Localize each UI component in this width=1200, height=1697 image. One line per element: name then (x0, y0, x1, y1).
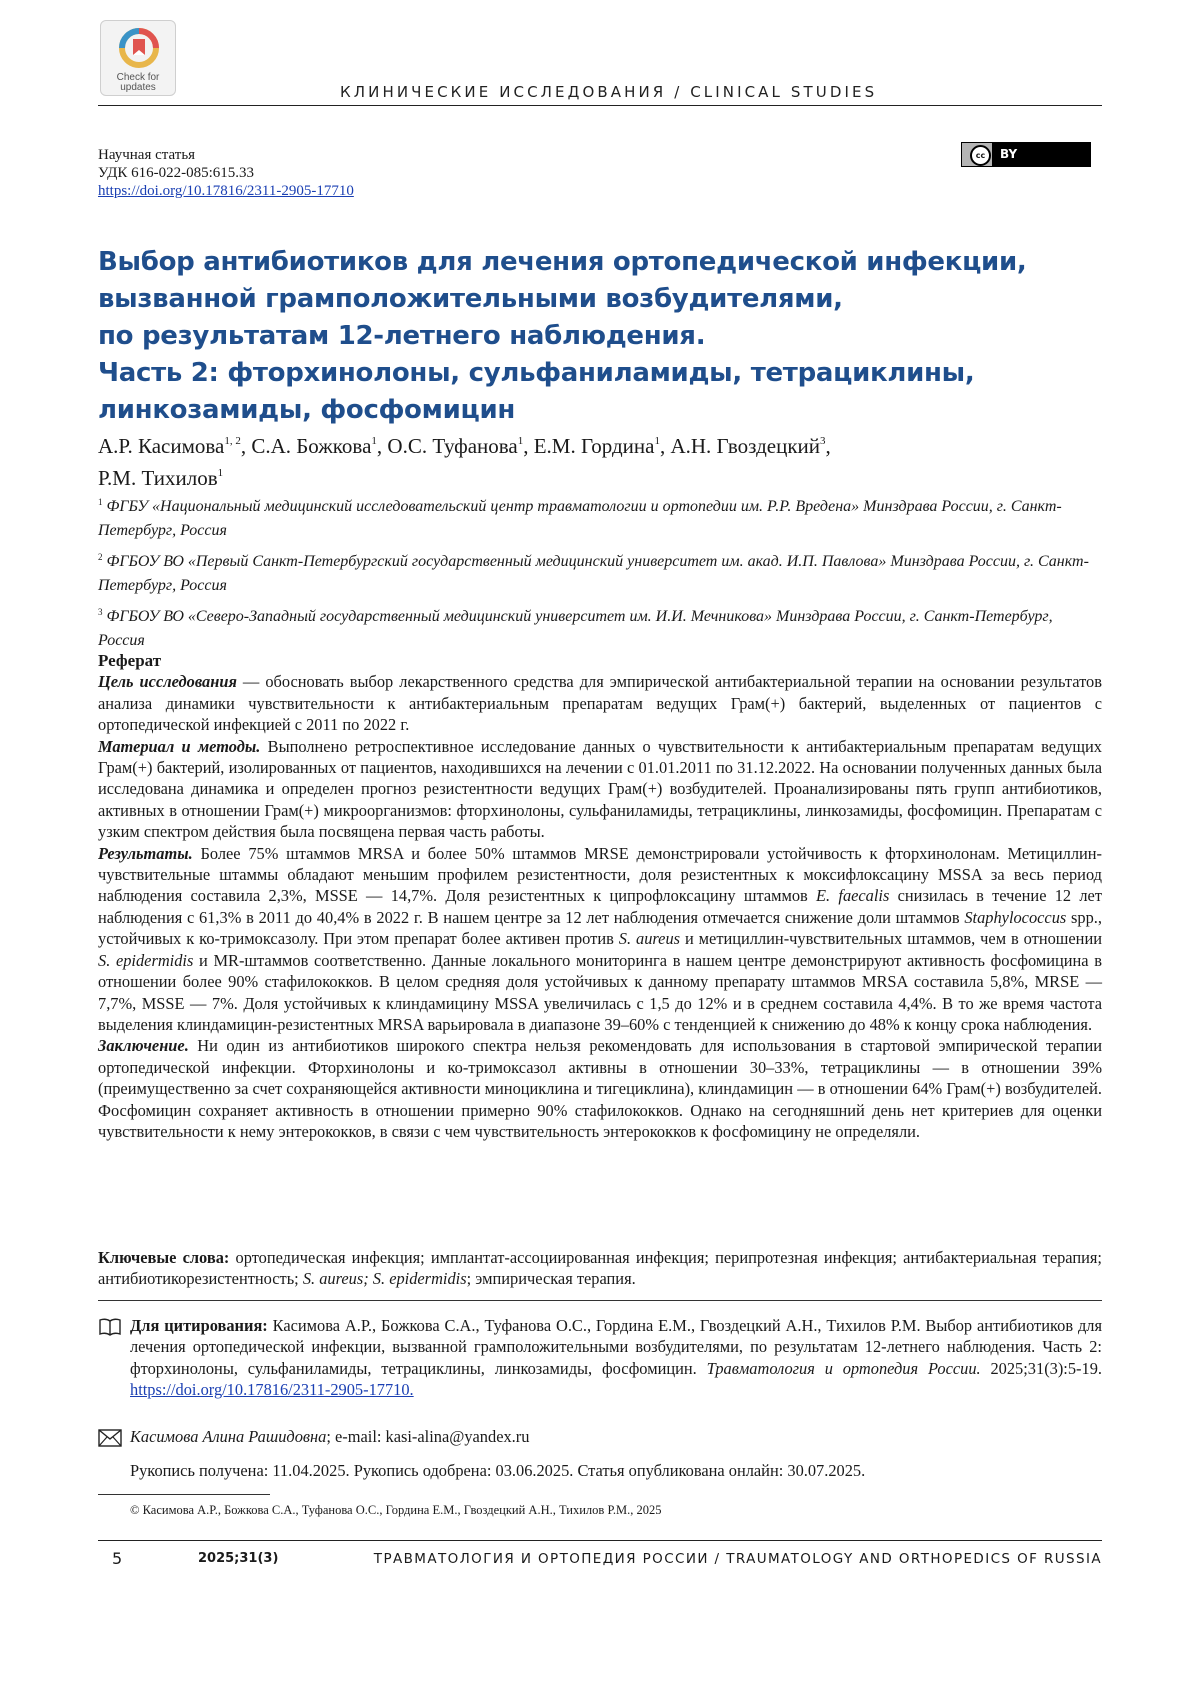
page-number: 5 (112, 1549, 122, 1568)
udc-code: УДК 616-022-085:615.33 (98, 164, 354, 182)
mail-icon (98, 1429, 122, 1447)
abstract-conclusion: Заключение. Ни один из антибиотиков широкого спектра нельзя рекомендовать для использования в стартовой эмпирической терапии ортопедической инфекции. Фторхинолоны и ко-тримоксазол активны в отношении 30–33%, тетрациклины — в отношении 39% (преимущественно за счет сохраняющейся активности миноциклина и тигециклина), клиндамицин — в отношении 64% Грам(+) возбудителей. Фосфомицин сохраняет активность в отношении примерно 90% стафилококков. Однако на сегодняшний день нет критериев для оценки чувствительности к нему энтерококков, в связи с чем чувствительность энтерококков к фосфомицину не определяли. (98, 1035, 1102, 1142)
author-affiliation: 1 (654, 435, 660, 447)
citation-label: Для цитирования: (130, 1316, 268, 1335)
abstract-heading: Реферат (98, 650, 1102, 671)
author-name: О.С. Туфанова (387, 434, 517, 458)
citation-block: Для цитирования: Касимова А.Р., Божкова С.А., Туфанова О.С., Гордина Е.М., Гвоздецкий А.Н., Тихилов Р.М. Выбор антибиотиков для лечения ортопедической инфекции, вызванной грамположительными возбудителями, по результатам 12-летнего наблюдения. Часть 2: фторхинолоны, сульфаниламиды, тетрациклины, линкозамиды, фосфомицин. Травматология и ортопедия России. 2025;31(3):5-19. https://doi.org/10.17816/2311-2905-17710. (130, 1315, 1102, 1401)
check-for-updates-badge[interactable] (100, 20, 176, 96)
cc-icon: cc (970, 145, 991, 166)
affiliation-item: 2 ФГБОУ ВО «Первый Санкт-Петербургский государственный медицинский университет им. акад. И.П. Павлова» Минздрава России, г. Санкт-Петербург, Россия (98, 545, 1098, 598)
author-name: Е.М. Гордина (534, 434, 655, 458)
copyright-notice: © Касимова А.Р., Божкова С.А., Туфанова О.С., Гордина Е.М., Гвоздецкий А.Н., Тихилов Р.М., 2025 (130, 1502, 661, 1518)
by-label: BY (992, 143, 1090, 166)
title-line: по результатам 12-летнего наблюдения. (98, 318, 1098, 355)
issue-label: 2025;31(3) (198, 1551, 278, 1566)
doi-link[interactable]: https://doi.org/10.17816/2311-2905-17710 (98, 183, 354, 199)
section-divider (98, 1300, 1102, 1301)
keywords: Ключевые слова: ортопедическая инфекция; имплантат-ассоциированная инфекция; перипротезная инфекция; антибактериальная терапия; антибиотикорезистентность; S. aureus; S. epidermidis; эмпирическая терапия. (98, 1247, 1102, 1290)
book-icon (98, 1318, 122, 1336)
section-title: КЛИНИЧЕСКИЕ ИССЛЕДОВАНИЯ / CLINICAL STUDIES (340, 83, 877, 101)
author-affiliation: 1 (518, 435, 524, 447)
affiliations (98, 490, 1098, 655)
citation-doi-link[interactable]: https://doi.org/10.17816/2311-2905-17710. (130, 1380, 414, 1399)
article-meta (98, 146, 354, 200)
badge-label: Check for updates (101, 73, 175, 93)
corresponding-author (130, 1426, 1102, 1447)
author-affiliation: 1 (218, 467, 224, 479)
title-line: вызванной грамположительными возбудителями, (98, 281, 1098, 318)
author-name: А.Р. Касимова (98, 434, 224, 458)
affiliation-item: 3 ФГБОУ ВО «Северо-Западный государственный медицинский университет им. И.И. Мечникова» Минздрава России, г. Санкт-Петербург, Россия (98, 600, 1098, 653)
copyright-divider (98, 1494, 270, 1495)
manuscript-dates: Рукопись получена: 11.04.2025. Рукопись одобрена: 03.06.2025. Статья опубликована онлайн: 30.07.2025. (130, 1460, 1102, 1481)
author-name: С.А. Божкова (251, 434, 371, 458)
contact-email[interactable]: ; e-mail: kasi-alina@yandex.ru (326, 1427, 529, 1446)
abstract-methods: Материал и методы. Выполнено ретроспективное исследование данных о чувствительности к антибактериальным препаратам ведущих Грам(+) бактерий, изолированных от пациентов, находившихся на лечении с 01.01.2011 по 31.12.2022. На основании полученных данных была исследована динамика и определен прогноз резистентности ведущих Грам(+) возбудителей. Проанализированы пять групп антибиотиков, активных в отношении Грам(+) микроорганизмов: фторхинолоны, сульфаниламиды, тетрациклины, линкозамиды, фосфомицин. Препаратам с узким спектром действия была посвящена первая часть работы. (98, 736, 1102, 843)
abstract-aim: Цель исследования — обосновать выбор лекарственного средства для эмпирической антибактериальной терапии на основании результатов анализа динамики чувствительности к антибактериальным препаратам ведущих Грам(+) бактерий, выделенных от пациентов с ортопедической инфекцией с 2011 по 2022 г. (98, 671, 1102, 735)
affiliation-item: 1 ФГБУ «Национальный медицинский исследовательский центр травматологии и ортопедии им. Р.Р. Вредена» Минздрава России, г. Санкт-Петербург, Россия (98, 490, 1098, 543)
check-updates-icon (119, 28, 159, 68)
header-divider (98, 105, 1102, 106)
author-name: А.Н. Гвоздецкий (670, 434, 820, 458)
article-type: Научная статья (98, 146, 354, 164)
title-line: Выбор антибиотиков для лечения ортопедической инфекции, (98, 244, 1098, 281)
footer-divider (98, 1540, 1102, 1541)
author-affiliation: 3 (820, 435, 826, 447)
abstract-results: Результаты. Более 75% штаммов MRSA и более 50% штаммов MRSE демонстрировали устойчивость к фторхинолонам. Метициллин-чувствительные штаммы обладают меньшим профилем резистентности, доля резистентных к моксифлоксацину MSSA за весь период наблюдения составила 2,3%, MSSE — 14,7%. Доля резистентных к ципрофлоксацину штаммов E. faecalis снизилась в течение 12 лет наблюдения с 61,3% в 2011 до 40,4% в 2022 г. В нашем центре за 12 лет наблюдения отмечается снижение доли штаммов Staphylococcus spp., устойчивых к ко-тримоксазолу. При этом препарат более активен против S. aureus и метициллин-чувствительных штаммов, чем в отношении S. epidermidis и MR-штаммов соответственно. Данные локального мониторинга в нашем центре демонстрируют активность фосфомицина в отношении более 90% стафилококков. В целом средняя доля устойчивых к данному препарату штаммов MRSA составила 5,8%, MRSE — 7,7%, MSSE — 7%. Доля устойчивых к клиндамицину MSSA увеличилась с 1,5 до 12% и в среднем составила 4,4%. В то же время частота выделения клиндамицин-резистентных MRSA варьировала в диапазоне 39–60% с тенденцией к снижению до 48% к концу срока наблюдения. (98, 843, 1102, 1036)
contact-name: Касимова Алина Рашидовна (130, 1427, 326, 1446)
author-affiliation: 1, 2 (224, 435, 241, 447)
title-line: линкозамиды, фосфомицин (98, 392, 1098, 429)
abstract (98, 650, 1102, 1142)
journal-name: ТРАВМАТОЛОГИЯ И ОРТОПЕДИЯ РОССИИ / TRAUMATOLOGY AND ORTHOPEDICS OF RUSSIA (370, 1551, 1102, 1567)
article-title (98, 244, 1098, 429)
keywords-label: Ключевые слова: (98, 1248, 229, 1267)
authors-list: А.Р. Касимова1, 2, С.А. Божкова1, О.С. Туфанова1, Е.М. Гордина1, А.Н. Гвоздецкий3, Р.М. Тихилов1 (98, 428, 1098, 492)
author-affiliation: 1 (371, 435, 377, 447)
cc-by-license-badge[interactable] (961, 142, 1091, 167)
author-name: Р.М. Тихилов (98, 466, 218, 490)
title-line: Часть 2: фторхинолоны, сульфаниламиды, тетрациклины, (98, 355, 1098, 392)
